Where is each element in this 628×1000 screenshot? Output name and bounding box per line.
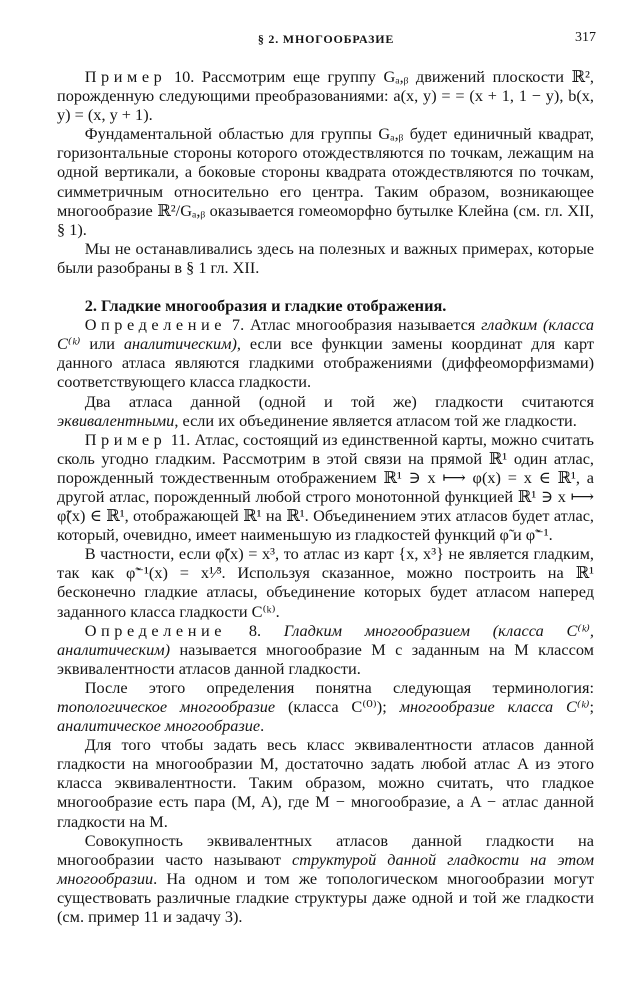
emphasis-term: эквивалентными [57, 410, 175, 430]
paragraph-smooth-structure: Совокупность эквивалентных атласов данной гладкости на многообразии часто называют структурой данной гладкости на этом многообразии. На одном и том же топологическом многообразии могут существовать различные гладкие структуры даже одной и той же гладкости (см. пример 11 и задачу 3). [57, 830, 595, 927]
emphasis-term: многообразие класса C⁽ᵏ⁾ [399, 697, 590, 716]
emphasis-term: аналитическим) [123, 334, 237, 354]
paragraph-remark [57, 239, 594, 277]
page-number: 317 [575, 30, 596, 45]
paragraph-text: Для того чтобы задать весь класс эквивалентности атласов данной гладкости на многообразии M, достаточно задать любой атлас A из этого класса эквивалентности. Таким образом, можно считать, что гладкое многообразие есть пара (M, A), где M − многообразие, а A − атлас данной гладкости на M. [57, 735, 594, 831]
paragraph-text: 10. Рассмотрим еще группу Gₐ,ᵦ движений плоскости ℝ², порожденную следующими преобразованиями: a(x, y) = = (x + 1, 1 − y), b(x, y) = (x, y + 1). [57, 67, 594, 125]
paragraph-text: Фундаментальной областью для группы Gₐ,ᵦ будет единичный квадрат, горизонтальные стороны которого отождествляются по точкам, лежащим на одной вертикали, а боковые стороны квадрата отождествляются по точкам, симметричным относительно его центра. Таким образом, возникающее многообразие ℝ²/Gₐ,ᵦ оказывается гомеоморфно бутылке Клейна (см. гл. XII, § 1). [57, 124, 594, 239]
paragraph-in-particular [57, 544, 594, 620]
emphasis-term: аналитическое многообразие [57, 716, 261, 736]
subsection-heading: 2. Гладкие многообразия и гладкие отображения. [84, 296, 447, 316]
emphasis-term: структурой данной гладкости на этом многообразии [57, 849, 595, 888]
paragraph-equivalent-atlases: Два атласа данной (одной и той же) гладкости считаются эквивалентными, если их объединение является атласом той же гладкости. [57, 391, 594, 430]
paragraph-smooth-manifold-pair [57, 735, 594, 830]
emphasis-term: топологическое многообразие [57, 697, 276, 716]
section-header: § 2. МНОГООБРАЗИЕ [257, 32, 395, 46]
paragraph-definition-7: Определение 7. Атлас многообразия называется гладким (класса C⁽ᵏ⁾ или аналитическим), если все функции замены координат для карт данного атласа являются гладкими отображениями (диффеоморфизмами) соответствующего класса гладкости. [57, 315, 594, 392]
paragraph-fundamental-domain [57, 124, 594, 239]
paragraph-text: В частности, если φ̃(x) = x³, то атлас из карт {x, x³} не является гладким, так как φ̃⁻¹(x) = x¹⁄³. Используя сказанное, можно построить на ℝ¹ бесконечно гладкие атласы, объединение которых будет атласом наперед заданного класса гладкости C⁽ᵏ⁾. [57, 544, 594, 621]
example-lead: Пример [84, 429, 167, 449]
paragraph-example-11 [57, 430, 594, 545]
example-lead: Пример [84, 67, 167, 86]
paragraph-terminology: После этого определения понятна следующая терминология: топологическое многообразие (класса C⁽⁰⁾); многообразие класса C⁽ᵏ⁾; аналитическое многообразие. [57, 677, 594, 736]
paragraph-example-10 [57, 67, 594, 124]
definition-lead: Определение [84, 620, 227, 640]
emphasis-term: гладким (класса C⁽ᵏ⁾ [57, 315, 594, 354]
emphasis-term: Гладким многообразием (класса C⁽ᵏ⁾, аналитическим) [57, 620, 594, 659]
paragraph-text: Мы не останавливались здесь на полезных и важных примерах, которые были разобраны в § 1 гл. XII. [57, 238, 594, 277]
page-body [57, 67, 594, 926]
paragraph-text: 11. Атлас, состоящий из единственной карты, можно считать сколь угодно гладким. Рассмотрим в этой связи на прямой ℝ¹ один атлас, порожденный тождественным отображением ℝ¹ ∋ x ⟼ φ(x) = x ∈ ℝ¹, а другой атлас, порожденный любой строго монотонной функцией ℝ¹ ∋ x ⟼ φ̃(x) ∈ ℝ¹, отображающей ℝ¹ на ℝ¹. Объединением этих атласов будет атлас, который, очевидно, имеет наименьшую из гладкостей функций φ̃ и φ̃⁻¹. [57, 429, 594, 545]
running-head [56, 30, 596, 50]
definition-lead: Определение [84, 315, 227, 335]
paragraph-definition-8: Определение 8. Гладким многообразием (класса C⁽ᵏ⁾, аналитическим) называется многообразие M с заданным на M классом эквивалентности атласов данной гладкости. [57, 620, 594, 678]
